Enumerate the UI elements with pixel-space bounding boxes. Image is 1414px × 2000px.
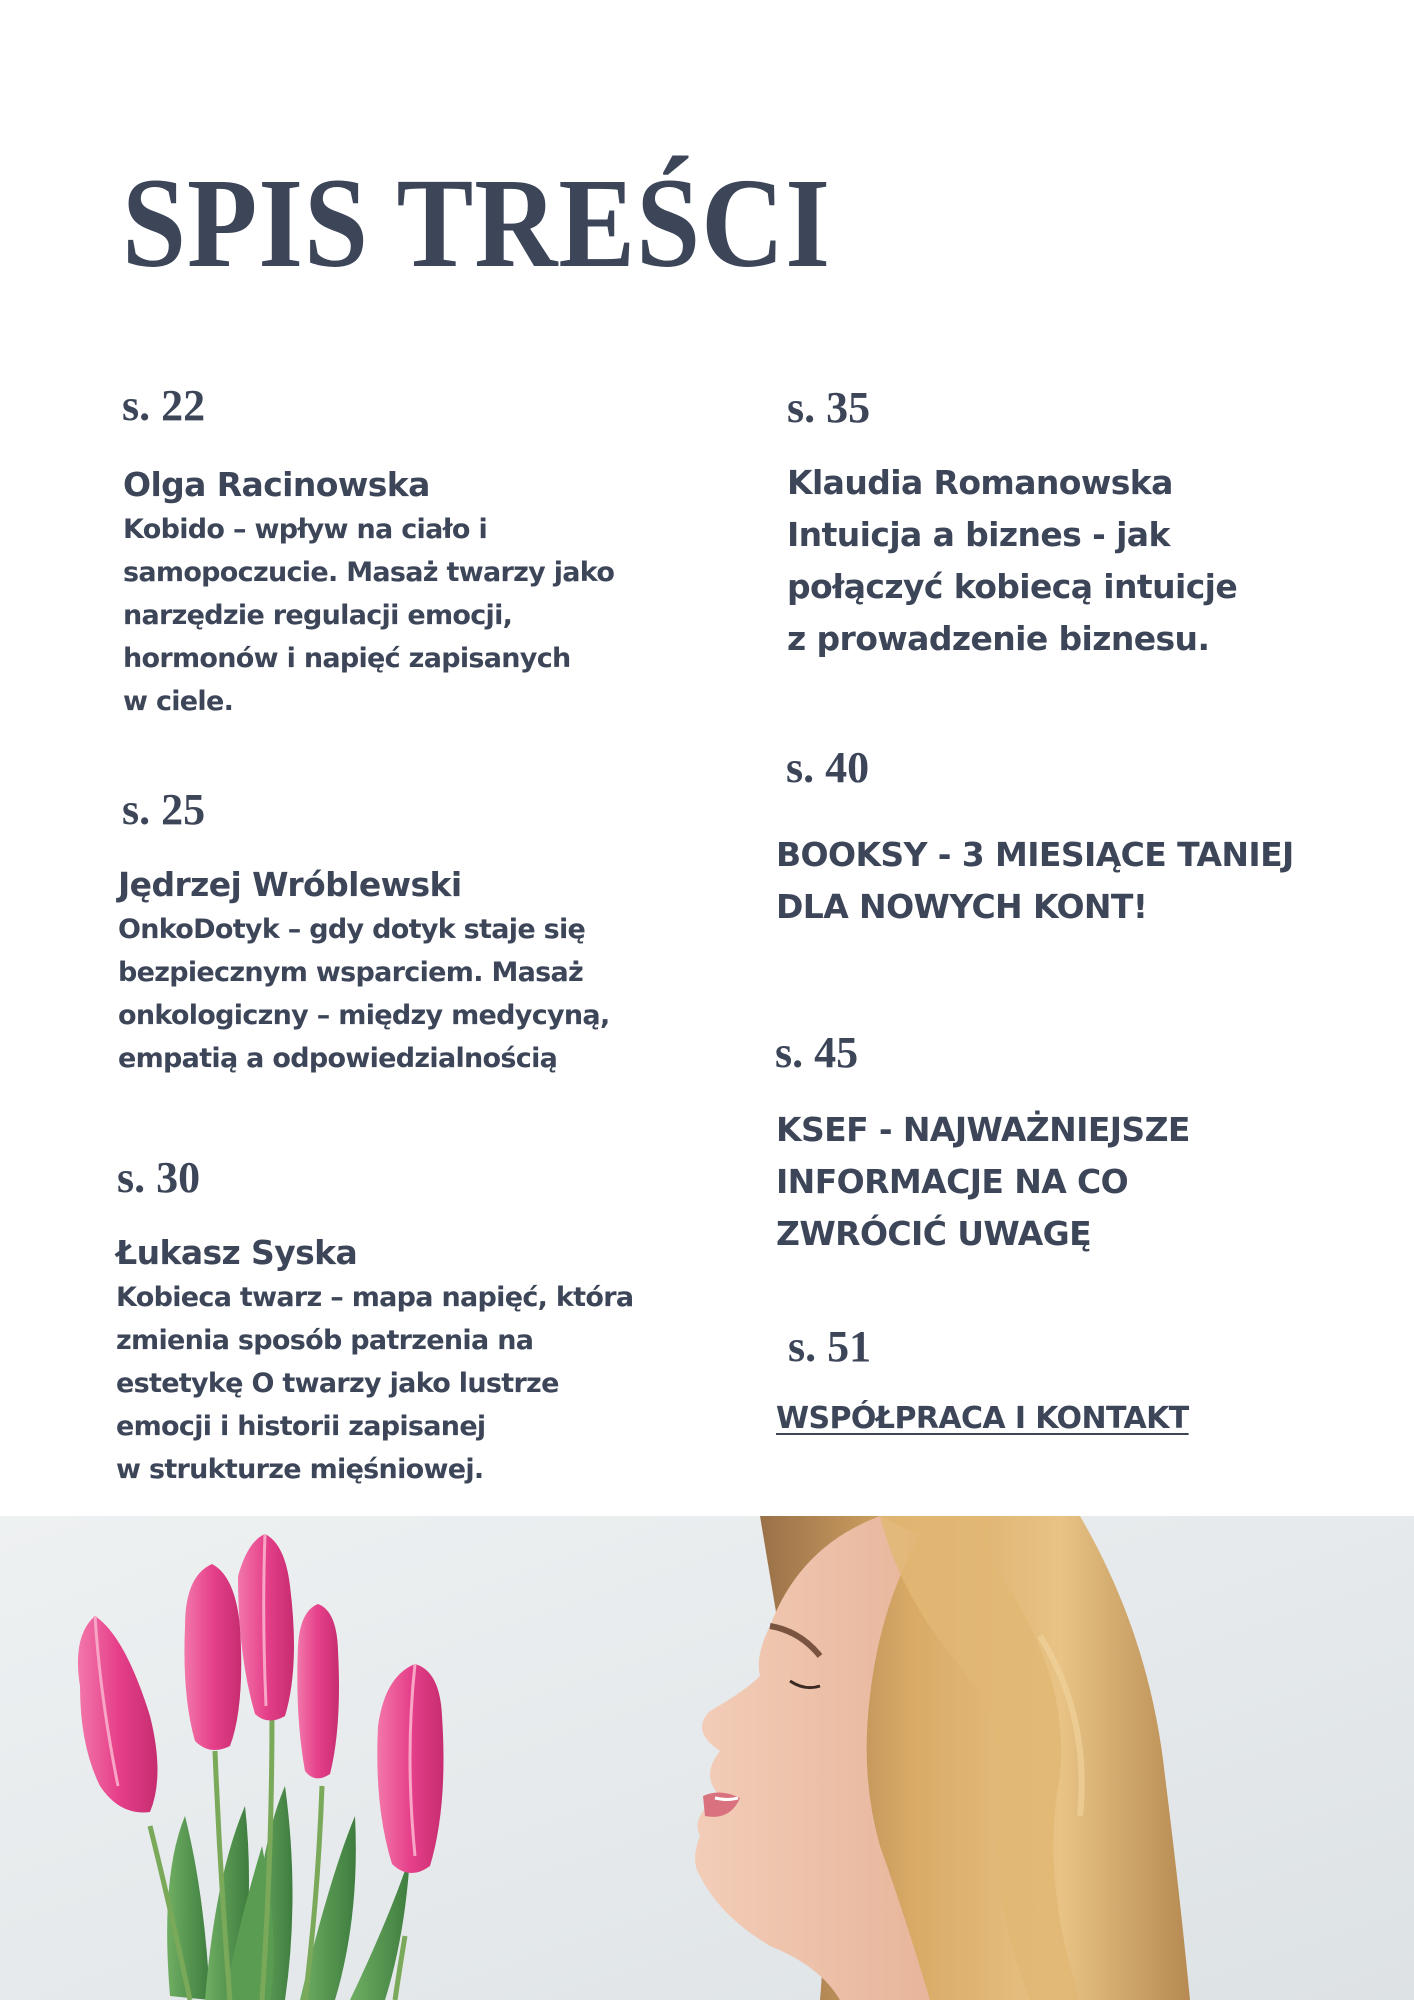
page-number: s. 22 (122, 381, 206, 430)
article-description: Intuicja a biznes - jak połączyć kobiecą intuicje z prowadzenie biznesu. (787, 515, 1238, 658)
page-number: s. 40 (786, 743, 870, 792)
woman-with-tulips-image (0, 1516, 1414, 2000)
page-number: s. 30 (117, 1153, 201, 1202)
contact-link[interactable]: WSPÓŁPRACA I KONTAKT (776, 1401, 1189, 1436)
author-name: Olga Racinowska (123, 465, 430, 504)
article-description: OnkoDotyk – gdy dotyk staje się bezpiecznym wsparciem. Masaż onkologiczny – między medycyną, empatią a odpowiedzialnością (118, 914, 610, 1074)
article-description: Kobido – wpływ na ciało i samopoczucie. Masaż twarzy jako narzędzie regulacji emocji, hormonów i napięć zapisanych w ciele. (123, 514, 615, 717)
page-number: s. 25 (122, 785, 206, 834)
cover-photo (0, 1516, 1414, 2000)
page-number: s. 45 (775, 1028, 859, 1077)
page-title: SPIS TREŚCI (122, 152, 831, 294)
author-name: Łukasz Syska (116, 1233, 358, 1272)
article-description: Kobieca twarz – mapa napięć, która zmienia sposób patrzenia na estetykę O twarzy jako lustrze emocji i historii zapisanej w strukturze mięśniowej. (116, 1282, 634, 1485)
article-heading: KSEF - NAJWAŻNIEJSZE INFORMACJE NA CO ZWRÓCIĆ UWAGĘ (776, 1110, 1190, 1253)
author-name: Jędrzej Wróblewski (118, 865, 462, 904)
article-heading: BOOKSY - 3 MIESIĄCE TANIEJ DLA NOWYCH KONT! (776, 835, 1294, 926)
author-name: Klaudia Romanowska (787, 463, 1173, 502)
page-number: s. 51 (788, 1322, 872, 1371)
page-number: s. 35 (787, 383, 871, 432)
